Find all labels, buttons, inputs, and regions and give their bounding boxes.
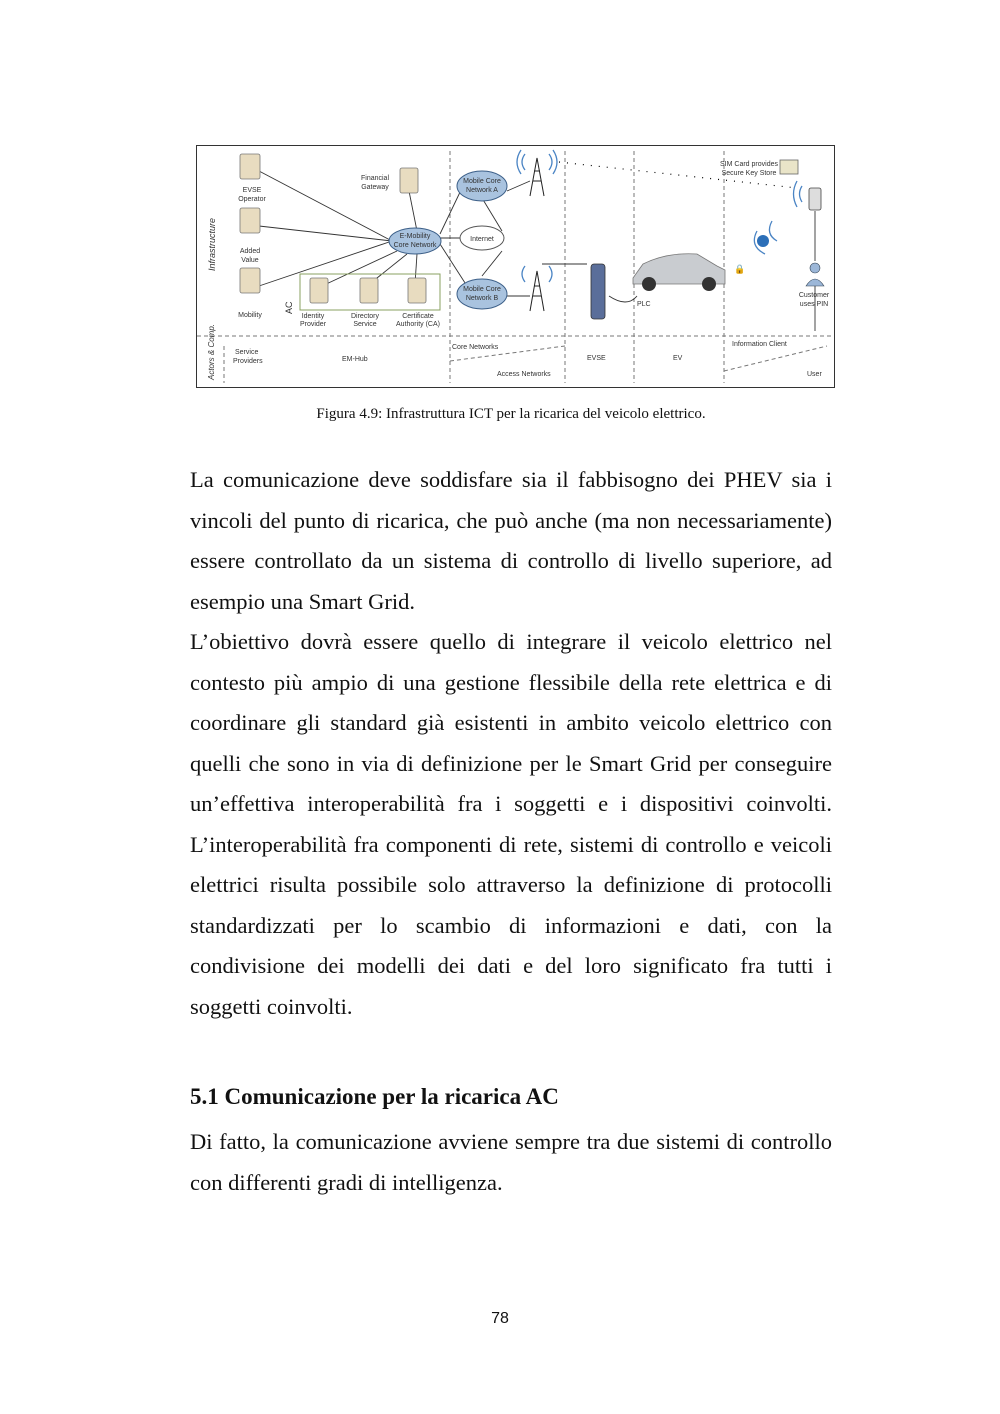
mobility-label: Mobility: [238, 312, 262, 319]
plc-label: PLC: [637, 301, 651, 308]
identity-provider-label-2: Provider: [299, 321, 327, 328]
mobile-phone-icon: [809, 188, 821, 210]
evse-label: EVSE: [587, 355, 606, 362]
ca-label-2: Authority (CA): [396, 321, 440, 328]
body-paragraph-1: La comunicazione deve soddisfare sia il fabbisogno dei PHEV sia i vincoli del punto di ricarica, che può anche (ma non necessariamente) essere controllato da un sistema di controllo di livello superiore, ad esempio una Smart Grid.: [190, 467, 832, 614]
em-hub-label: EM-Hub: [342, 356, 368, 363]
figure-caption: Figura 4.9: Infrastruttura ICT per la ricarica del veicolo elettrico.: [316, 406, 706, 422]
directory-service-label-1: Directory: [350, 313, 380, 320]
evse-operator-label-1: EVSE: [242, 187, 262, 194]
antenna-icons: [530, 158, 544, 311]
added-value-label-2: Value: [241, 257, 259, 264]
bluetooth-icon: [757, 235, 769, 247]
infrastructure-label: Infrastructure: [207, 217, 217, 271]
financial-gateway-label-1: Financial: [360, 175, 390, 182]
core-networks-label: Core Networks: [452, 344, 499, 351]
sim-label-2: Secure Key Store: [721, 170, 777, 177]
mcn-b-label-2: Network B: [465, 295, 499, 302]
ev-label: EV: [673, 355, 683, 362]
ict-infrastructure-figure: [196, 145, 835, 388]
emobility-label-1: E-Mobility: [399, 233, 431, 240]
section-heading: 5.1 Comunicazione per la ricarica AC: [190, 1084, 559, 1109]
information-client-label: Information Client: [732, 341, 787, 348]
electric-car-icon: [633, 254, 725, 291]
mcn-a-label-2: Network A: [466, 187, 498, 194]
sim-card-icon: [780, 160, 798, 174]
actors-comp-label: Actors & Comp.: [207, 323, 216, 380]
customer-person-icon: [806, 263, 824, 286]
page-number: 78: [491, 1310, 509, 1327]
evse-operator-label-2: Operator: [238, 196, 266, 203]
customer-label-1: Customer: [798, 292, 830, 299]
ca-label-1: Certificate: [402, 313, 434, 320]
ac-label: AC: [284, 301, 294, 314]
directory-service-label-2: Service: [353, 321, 377, 328]
mcn-a-label-1: Mobile Core: [463, 178, 501, 185]
mobile-core-network-b-icon: [457, 279, 507, 309]
emobility-label-2: Core Network: [393, 242, 437, 249]
added-value-label-1: Added: [239, 248, 261, 255]
user-label: User: [807, 371, 822, 378]
service-providers-label-2: Providers: [233, 358, 263, 365]
financial-gateway-label-2: Gateway: [361, 184, 389, 191]
access-networks-label: Access Networks: [497, 371, 551, 378]
body-paragraph-3: Di fatto, la comunicazione avviene sempre tra due sistemi di controllo con differenti gradi di intelligenza.: [190, 1129, 832, 1195]
identity-provider-label-1: Identity: [301, 313, 325, 320]
customer-label-2: uses PIN: [799, 301, 829, 308]
evse-charger-icon: [591, 264, 605, 319]
internet-label: Internet: [470, 236, 494, 243]
body-paragraph-2: L’obiettivo dovrà essere quello di integrare il veicolo elettrico nel contesto più ampio di una gestione flessibile della rete elettrica e di coordinare gli standard già esistenti in ambito veicolo elettrico con quelli che sono in via di definizione per le Smart Grid per conseguire un’effettiva interoperabilità fra i soggetti e i dispositivi coinvolti. L’interoperabilità fra componenti di rete, sistemi di controllo e veicoli elettrici risulta possibile solo attraverso la definizione di protocolli standardizzati per lo scambio di informazioni e dati, con la condivisione dei modelli dei dati e del loro significato fra tutti i soggetti coinvolti.: [190, 629, 832, 1019]
lock-icon: 🔒: [734, 264, 746, 274]
mcn-b-label-1: Mobile Core: [463, 286, 501, 293]
sim-label-1: SIM Card provides: [720, 161, 778, 168]
mobile-core-network-a-icon: [457, 171, 507, 201]
emobility-core-network-icon: [389, 228, 441, 254]
service-providers-label-1: Service: [235, 349, 259, 356]
